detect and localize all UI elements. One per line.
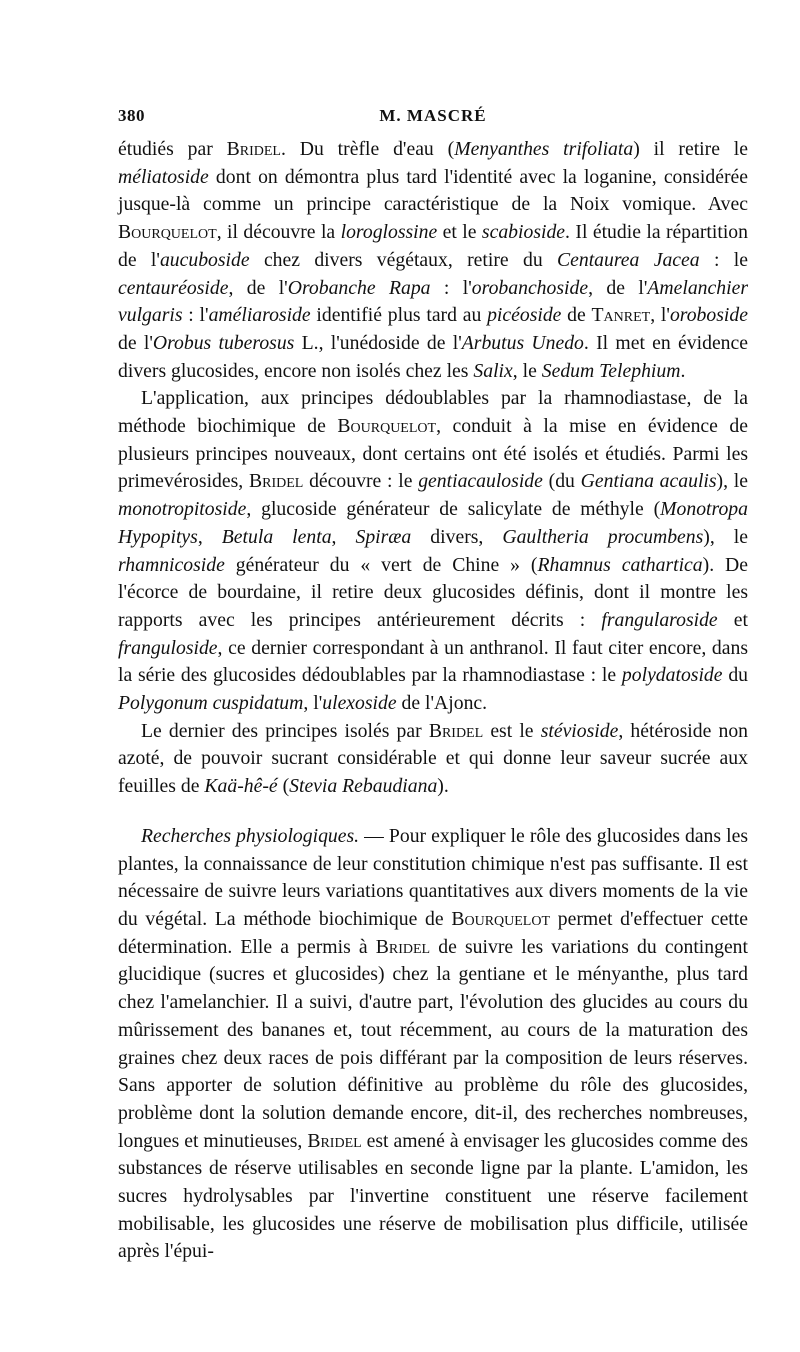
italic-term: Menyanthes trifoliata bbox=[454, 138, 634, 160]
italic-term: gentiacauloside bbox=[418, 470, 543, 493]
text-run: , de l' bbox=[228, 276, 288, 299]
text-run: , bbox=[197, 525, 222, 548]
author-name: Bridel bbox=[307, 1129, 362, 1152]
text-run: découvre : le bbox=[303, 470, 419, 493]
text-run: Le dernier des principes isolés par bbox=[141, 719, 429, 742]
text-run: . bbox=[680, 359, 686, 382]
italic-term: loroglossine bbox=[340, 221, 438, 244]
text-run: de bbox=[561, 304, 592, 327]
italic-term: Spiræa bbox=[355, 525, 412, 548]
italic-term: améliaroside bbox=[208, 304, 311, 327]
text-run: étudiés par bbox=[118, 138, 227, 160]
italic-term: picéoside bbox=[487, 304, 562, 327]
text-run: , il découvre la bbox=[216, 221, 341, 244]
text-run: : le bbox=[699, 248, 748, 271]
author-name: Bridel bbox=[248, 470, 304, 493]
text-run: . Il étudie la répartition de l' bbox=[118, 221, 748, 271]
text-run: ( bbox=[277, 775, 290, 798]
running-head: M. MASCRÉ bbox=[379, 106, 487, 125]
author-name: Bridel bbox=[226, 138, 281, 160]
text-run: , l' bbox=[303, 692, 323, 715]
paragraph bbox=[118, 385, 748, 717]
italic-term: Recherches physiologiques. bbox=[141, 824, 360, 847]
paragraph bbox=[118, 136, 748, 385]
text-run: , de l' bbox=[588, 276, 648, 299]
text-run: L'application, aux principes dédoublables par la rhamnodiastase, de la méthode biochimique de bbox=[118, 387, 748, 438]
italic-term: stévioside bbox=[540, 719, 619, 742]
italic-term: orobanchoside bbox=[471, 276, 589, 299]
italic-term: Orobus tuberosus bbox=[152, 331, 295, 354]
text-run: ). bbox=[437, 775, 449, 798]
text-run: chez divers végétaux, retire du bbox=[249, 248, 557, 271]
text-run: , bbox=[331, 525, 356, 548]
section-paragraph bbox=[118, 823, 748, 1266]
text-run: : l' bbox=[430, 276, 472, 299]
text-run: L., l'unédoside de l' bbox=[294, 331, 462, 354]
text-run: ), le bbox=[703, 525, 748, 548]
italic-term: aucuboside bbox=[159, 248, 250, 271]
page-number: 380 bbox=[118, 106, 145, 125]
italic-term: centauréoside bbox=[118, 276, 229, 299]
text-run: , conduit à la mise en évidence de plusieurs principes nouveaux, dont certains ont été isolés et étudiés. Parmi les primevérosides, bbox=[118, 415, 748, 493]
italic-term: scabioside bbox=[481, 221, 566, 244]
text-run: (du bbox=[542, 470, 581, 493]
text-run: : l' bbox=[182, 304, 209, 327]
paragraph bbox=[118, 718, 748, 801]
text-run: est amené à envisager les glucosides comme des substances de réserve utilisables en seconde ligne par la plante. L'amidon, les sucres hydrolysables par l'invertine constituent une réserve facilement mobilisable, les glucosides une réserve de mobilisation plus difficile, utilisée après l'épui- bbox=[118, 1129, 748, 1263]
page bbox=[118, 106, 748, 1266]
author-name: Bridel bbox=[375, 935, 431, 958]
author-name: Tanret bbox=[591, 304, 651, 327]
text-run: générateur du « vert de Chine » ( bbox=[224, 553, 538, 576]
text-run: , hétéroside non azoté, de pouvoir sucrant considérable et qui donne leur saveur sucrée aux feuilles de bbox=[118, 719, 749, 798]
text-run: et le bbox=[437, 221, 482, 244]
italic-term: Stevia Rebaudiana bbox=[289, 775, 438, 798]
text-run: ) il retire le bbox=[633, 138, 749, 160]
italic-term: frangularoside bbox=[601, 608, 718, 631]
text-run: , l' bbox=[650, 304, 670, 327]
text-run: ), le bbox=[716, 470, 748, 493]
italic-term: Gaultheria procumbens bbox=[502, 525, 704, 548]
text-run: , glucoside générateur de salicylate de méthyle ( bbox=[246, 498, 661, 521]
body-text bbox=[118, 136, 748, 1266]
italic-term: ulexoside bbox=[322, 692, 397, 715]
author-name: Bourquelot bbox=[337, 415, 437, 438]
italic-term: Polygonum cuspidatum bbox=[118, 692, 304, 715]
italic-term: Monotropa Hypopitys bbox=[118, 498, 748, 548]
italic-term: Rhamnus cathartica bbox=[537, 553, 703, 576]
text-run: de l' bbox=[118, 331, 153, 354]
italic-term: Kaä-hê-é bbox=[204, 775, 278, 798]
italic-term: oroboside bbox=[669, 304, 748, 327]
text-run: divers, bbox=[411, 525, 503, 548]
italic-term: Orobanche Rapa bbox=[287, 276, 431, 299]
page-header bbox=[118, 106, 748, 136]
text-run: . Du trèfle d'eau ( bbox=[280, 138, 455, 160]
text-run: dont on démontra plus tard l'identité avec la loganine, considérée jusque-là comme un principe caractéristique de la Noix vomique. Avec bbox=[118, 165, 748, 216]
italic-term: Sedum Telephium bbox=[541, 359, 681, 382]
italic-term: rhamnicoside bbox=[118, 553, 225, 576]
italic-term: Centaurea Jacea bbox=[557, 248, 700, 271]
text-run: — Pour expliquer le rôle des glucosides dans les plantes, la connaissance de leur constitution chimique n'est pas suffisante. Il est nécessaire de suivre leurs variations quantitatives aux divers moments de la vie du végétal. La méthode biochimique de bbox=[118, 824, 748, 930]
italic-term: Amelanchier vulgaris bbox=[118, 276, 748, 327]
author-name: Bourquelot bbox=[451, 907, 551, 930]
italic-term: Arbutus Unedo bbox=[461, 331, 584, 354]
italic-term: franguloside bbox=[118, 636, 218, 659]
text-run: de suivre les variations du contingent glucidique (sucres et glucosides) chez la gentiane et le ményanthe, plus tard chez l'amelanchier. Il a suivi, d'autre part, l'évolution des glucides au cours du mûrissement des bananes et, tout récemment, au cours de la maturation des graines chez deux races de pois différant par la composition de leurs réserves. Sans apporter de solution définitive au problème du rôle des glucosides, problème dont la solution demande encore, dit-il, des recherches nombreuses, longues et minutieuses, bbox=[118, 935, 748, 1152]
italic-term: méliatoside bbox=[118, 165, 209, 188]
text-run: , ce dernier correspondant à un anthranol. Il faut citer encore, dans la série des glucosides dédoublables par la rhamnodiastase : le bbox=[118, 636, 748, 687]
text-run: , le bbox=[512, 359, 542, 382]
italic-term: Betula lenta bbox=[221, 525, 332, 548]
text-run: identifié plus tard au bbox=[310, 304, 488, 327]
text-run: de l'Ajonc. bbox=[396, 692, 488, 715]
text-run: est le bbox=[483, 719, 541, 742]
italic-term: monotropitoside bbox=[118, 498, 247, 521]
author-name: Bourquelot bbox=[118, 221, 217, 244]
text-run: ). De l'écorce de bourdaine, il retire deux glucosides définis, dont il montre les rapports avec les principes antérieurement décrits : bbox=[118, 553, 749, 631]
text-run: permet d'effectuer cette détermination. Elle a permis à bbox=[118, 907, 748, 958]
text-run: . Il met en évidence divers glucosides, encore non isolés chez les bbox=[118, 331, 748, 382]
text-run: du bbox=[722, 664, 748, 687]
italic-term: Salix bbox=[473, 359, 513, 382]
text-run: et bbox=[717, 608, 748, 631]
italic-term: Gentiana acaulis bbox=[580, 470, 717, 493]
author-name: Bridel bbox=[428, 719, 484, 742]
italic-term: polydatoside bbox=[621, 664, 723, 687]
